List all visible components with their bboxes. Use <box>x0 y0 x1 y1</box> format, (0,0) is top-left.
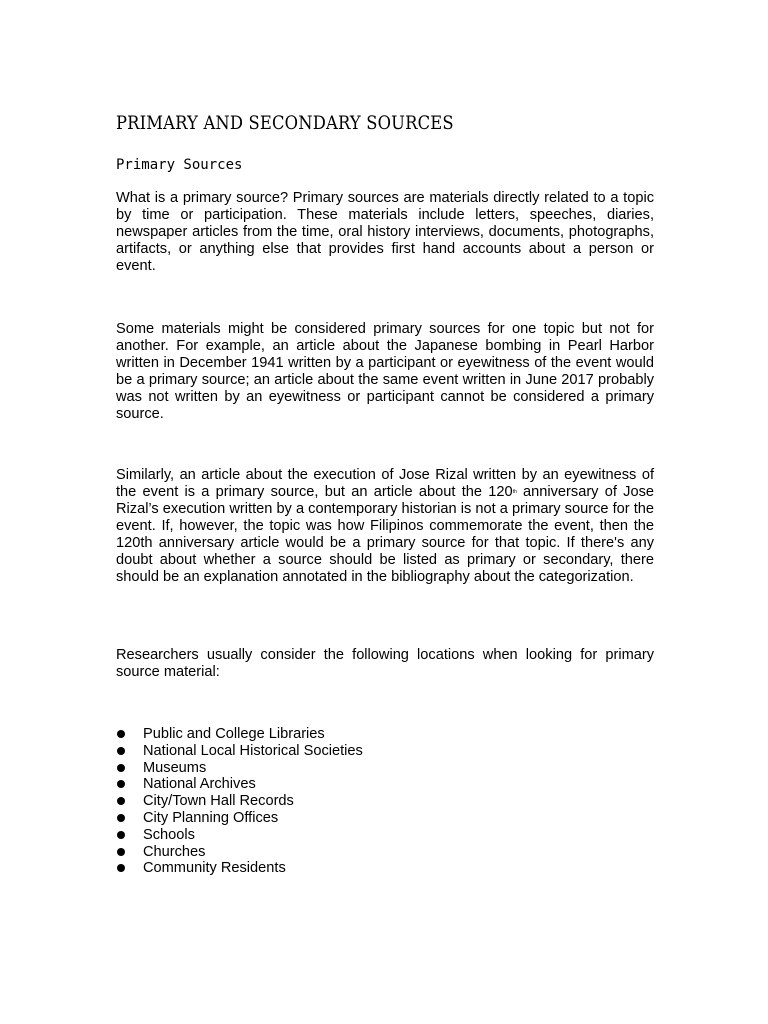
bullet-icon <box>117 831 125 839</box>
paragraph-locations-intro: Researchers usually consider the following locations when looking for primary source material: <box>116 647 654 680</box>
list-item-label: Public and College Libraries <box>143 726 325 742</box>
list-item-label: Museums <box>143 759 207 776</box>
paragraph-example-rizal <box>116 467 654 586</box>
bullet-icon <box>117 797 125 805</box>
list-item-label: City/Town Hall Records <box>143 793 294 810</box>
list-item <box>116 827 363 844</box>
bullet-icon <box>117 730 125 738</box>
list-item <box>116 810 363 827</box>
section-heading-primary-sources: Primary Sources <box>116 157 243 173</box>
list-item <box>116 776 363 793</box>
list-item <box>116 793 363 810</box>
list-item-label: Churches <box>143 843 206 860</box>
bullet-icon <box>117 764 125 772</box>
ordinal-superscript: th <box>512 489 517 495</box>
paragraph-definition: What is a primary source? Primary sources are materials directly related to a topic by time or participation. These materials include letters, speeches, diaries, newspaper articles from the time, oral history interviews, documents, photographs, artifacts, or anything else that provides first hand accounts about a person or event. <box>116 190 654 274</box>
list-item <box>116 726 363 743</box>
bullet-icon <box>117 780 125 788</box>
list-item <box>116 860 363 877</box>
list-item <box>116 743 363 760</box>
bullet-icon <box>117 814 125 822</box>
paragraph-rizal-text-start: Similarly, an article about the execution of Jose Rizal written by an eyewitness of the event is a primary source, but an article about the 120 <box>116 467 654 500</box>
document-title: PRIMARY AND SECONDARY SOURCES <box>116 112 454 134</box>
list-item-label: National Local Historical Societies <box>143 742 363 759</box>
bullet-icon <box>117 848 125 856</box>
list-item-label: National Archives <box>143 776 256 793</box>
list-item <box>116 844 363 861</box>
list-item-label: Schools <box>143 826 195 843</box>
locations-list <box>116 726 363 877</box>
paragraph-rizal-text-end: anniversary of Jose Rizal’s execution written by a contemporary historian is not a primary source for the event. If, however, the topic was how Filipinos commemorate the event, then the 120th anniversary article would be a primary source for that topic. If there's any doubt about whether a source should be listed as primary or secondary, there should be an explanation annotated in the bibliography about the categorization. <box>116 484 654 585</box>
list-item-label: City Planning Offices <box>143 809 279 826</box>
paragraph-example-pearl-harbor: Some materials might be considered primary sources for one topic but not for another. For example, an article about the Japanese bombing in Pearl Harbor written in December 1941 written by a participant or eyewitness of the event would be a primary source; an article about the same event written in June 2017 probably was not written by an eyewitness or participant cannot be considered a primary source. <box>116 321 654 422</box>
bullet-icon <box>117 864 125 872</box>
list-item <box>116 760 363 777</box>
bullet-icon <box>117 747 125 755</box>
list-item-label: Community Residents <box>143 860 286 877</box>
